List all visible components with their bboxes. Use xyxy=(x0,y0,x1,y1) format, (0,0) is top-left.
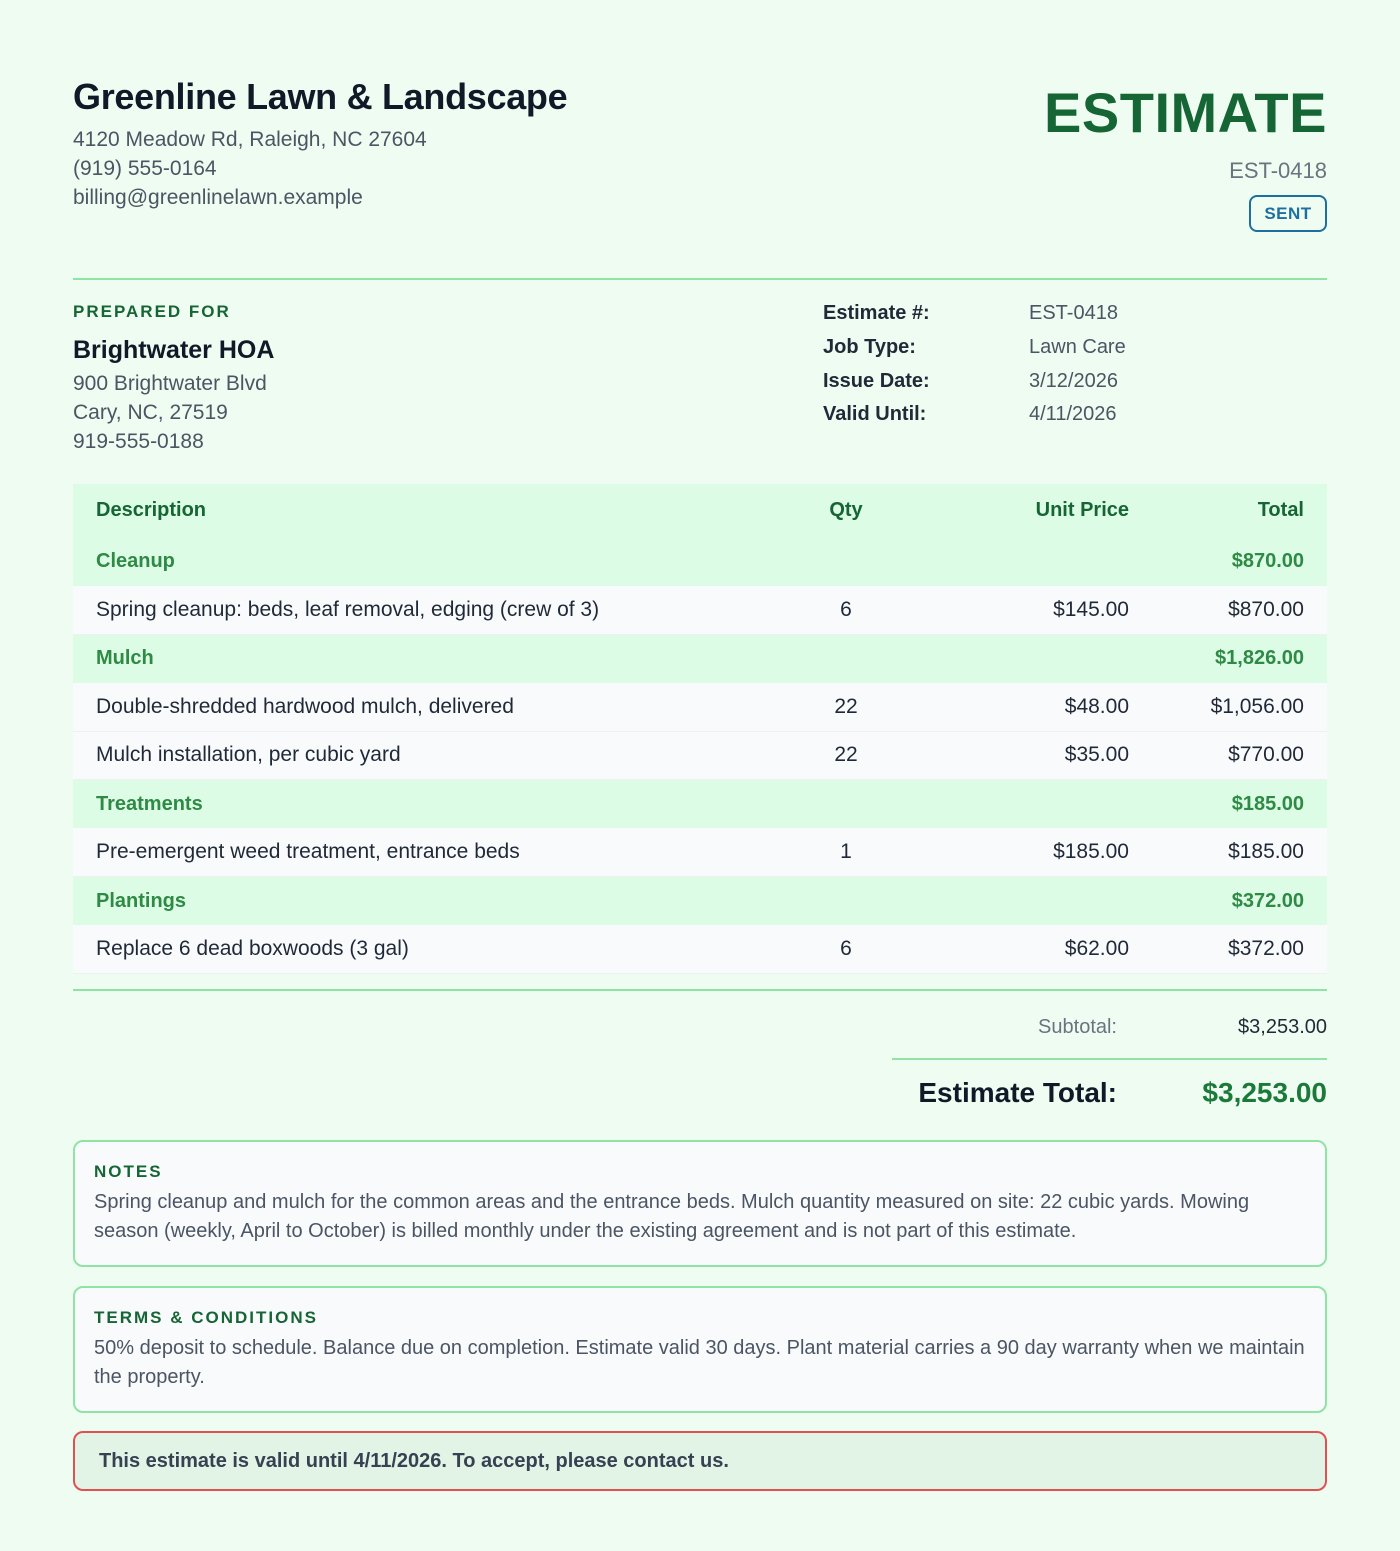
notes-text: Spring cleanup and mulch for the common areas and the entrance beds. Mulch quantity measured on site: 22 cubic yards. Mowing season (weekly, April to October) is billed monthly under the existing agreement and is not part of this estimate. xyxy=(94,1191,1250,1242)
item-total: $372.00 xyxy=(1129,925,1327,974)
group-total: $870.00 xyxy=(1129,537,1327,586)
item-qty: 22 xyxy=(753,683,939,732)
totals-divider xyxy=(892,1058,1327,1060)
notes-box xyxy=(73,1140,1327,1267)
column-header-total: Total xyxy=(1129,484,1327,537)
validity-notice: This estimate is valid until 4/11/2026. To accept, please contact us. xyxy=(73,1431,1327,1491)
estimate-total-value: $3,253.00 xyxy=(1202,1077,1327,1108)
prepared-for-section xyxy=(73,280,1327,484)
terms-text: 50% deposit to schedule. Balance due on completion. Estimate valid 30 days. Plant material carries a 90 day warranty when we maintain the property. xyxy=(94,1337,1305,1388)
line-items-table xyxy=(73,484,1327,974)
group-name: Treatments xyxy=(73,780,753,829)
column-header-unit-price: Unit Price xyxy=(939,484,1129,537)
client-address-line1: 900 Brightwater Blvd xyxy=(73,372,267,395)
table-row xyxy=(73,586,1327,635)
item-description: Replace 6 dead boxwoods (3 gal) xyxy=(73,925,753,974)
item-description: Pre-emergent weed treatment, entrance beds xyxy=(73,828,753,877)
company-email: billing@greenlinelawn.example xyxy=(73,186,363,209)
document-title: ESTIMATE xyxy=(1044,81,1327,144)
table-header-row xyxy=(73,484,1327,537)
item-description: Double-shredded hardwood mulch, delivered xyxy=(73,683,753,732)
group-row-cleanup xyxy=(73,537,1327,586)
item-total: $770.00 xyxy=(1129,731,1327,780)
item-unit-price: $185.00 xyxy=(939,828,1129,877)
terms-box xyxy=(73,1286,1327,1413)
group-row-treatments xyxy=(73,780,1327,829)
item-unit-price: $145.00 xyxy=(939,586,1129,635)
group-name: Cleanup xyxy=(73,537,753,586)
meta-value: 3/12/2026 xyxy=(1029,370,1118,392)
item-unit-price: $35.00 xyxy=(939,731,1129,780)
item-unit-price: $48.00 xyxy=(939,683,1129,732)
meta-value: Lawn Care xyxy=(1029,336,1126,358)
meta-label: Issue Date: xyxy=(823,370,930,392)
prepared-for-label: PREPARED FOR xyxy=(73,302,231,321)
group-row-plantings xyxy=(73,877,1327,926)
subtotal-value: $3,253.00 xyxy=(1238,1016,1327,1038)
item-qty: 22 xyxy=(753,731,939,780)
group-total: $372.00 xyxy=(1129,877,1327,926)
status-badge: SENT xyxy=(1249,195,1327,232)
column-header-description: Description xyxy=(73,484,753,537)
table-row xyxy=(73,925,1327,974)
table-row xyxy=(73,683,1327,732)
table-divider xyxy=(73,989,1327,991)
terms-label: TERMS & CONDITIONS xyxy=(94,1308,318,1327)
column-header-qty: Qty xyxy=(753,484,939,537)
subtotal-label: Subtotal: xyxy=(1038,1016,1117,1038)
item-total: $185.00 xyxy=(1129,828,1327,877)
group-row-mulch xyxy=(73,634,1327,683)
item-unit-price: $62.00 xyxy=(939,925,1129,974)
client-phone: 919-555-0188 xyxy=(73,430,204,453)
client-address-line2: Cary, NC, 27519 xyxy=(73,401,228,424)
line-items xyxy=(73,484,1327,974)
item-description: Mulch installation, per cubic yard xyxy=(73,731,753,780)
client-name: Brightwater HOA xyxy=(73,336,275,364)
meta-label: Job Type: xyxy=(823,336,916,358)
document-number: EST-0418 xyxy=(1229,158,1327,183)
item-qty: 1 xyxy=(753,828,939,877)
meta-label: Valid Until: xyxy=(823,403,927,425)
item-description: Spring cleanup: beds, leaf removal, edging (crew of 3) xyxy=(73,586,753,635)
meta-label: Estimate #: xyxy=(823,302,930,324)
meta-value: 4/11/2026 xyxy=(1029,403,1117,425)
item-total: $1,056.00 xyxy=(1129,683,1327,732)
meta-value: EST-0418 xyxy=(1029,302,1118,324)
group-total: $185.00 xyxy=(1129,780,1327,829)
group-name: Plantings xyxy=(73,877,753,926)
document-header xyxy=(73,0,1327,280)
group-total: $1,826.00 xyxy=(1129,634,1327,683)
item-total: $870.00 xyxy=(1129,586,1327,635)
company-name: Greenline Lawn & Landscape xyxy=(73,76,568,117)
estimate-total-label: Estimate Total: xyxy=(918,1077,1117,1108)
company-address: 4120 Meadow Rd, Raleigh, NC 27604 xyxy=(73,128,427,151)
item-qty: 6 xyxy=(753,586,939,635)
table-row xyxy=(73,731,1327,780)
group-name: Mulch xyxy=(73,634,753,683)
company-phone: (919) 555-0164 xyxy=(73,157,217,180)
table-row xyxy=(73,828,1327,877)
notes-label: NOTES xyxy=(94,1162,163,1181)
item-qty: 6 xyxy=(753,925,939,974)
